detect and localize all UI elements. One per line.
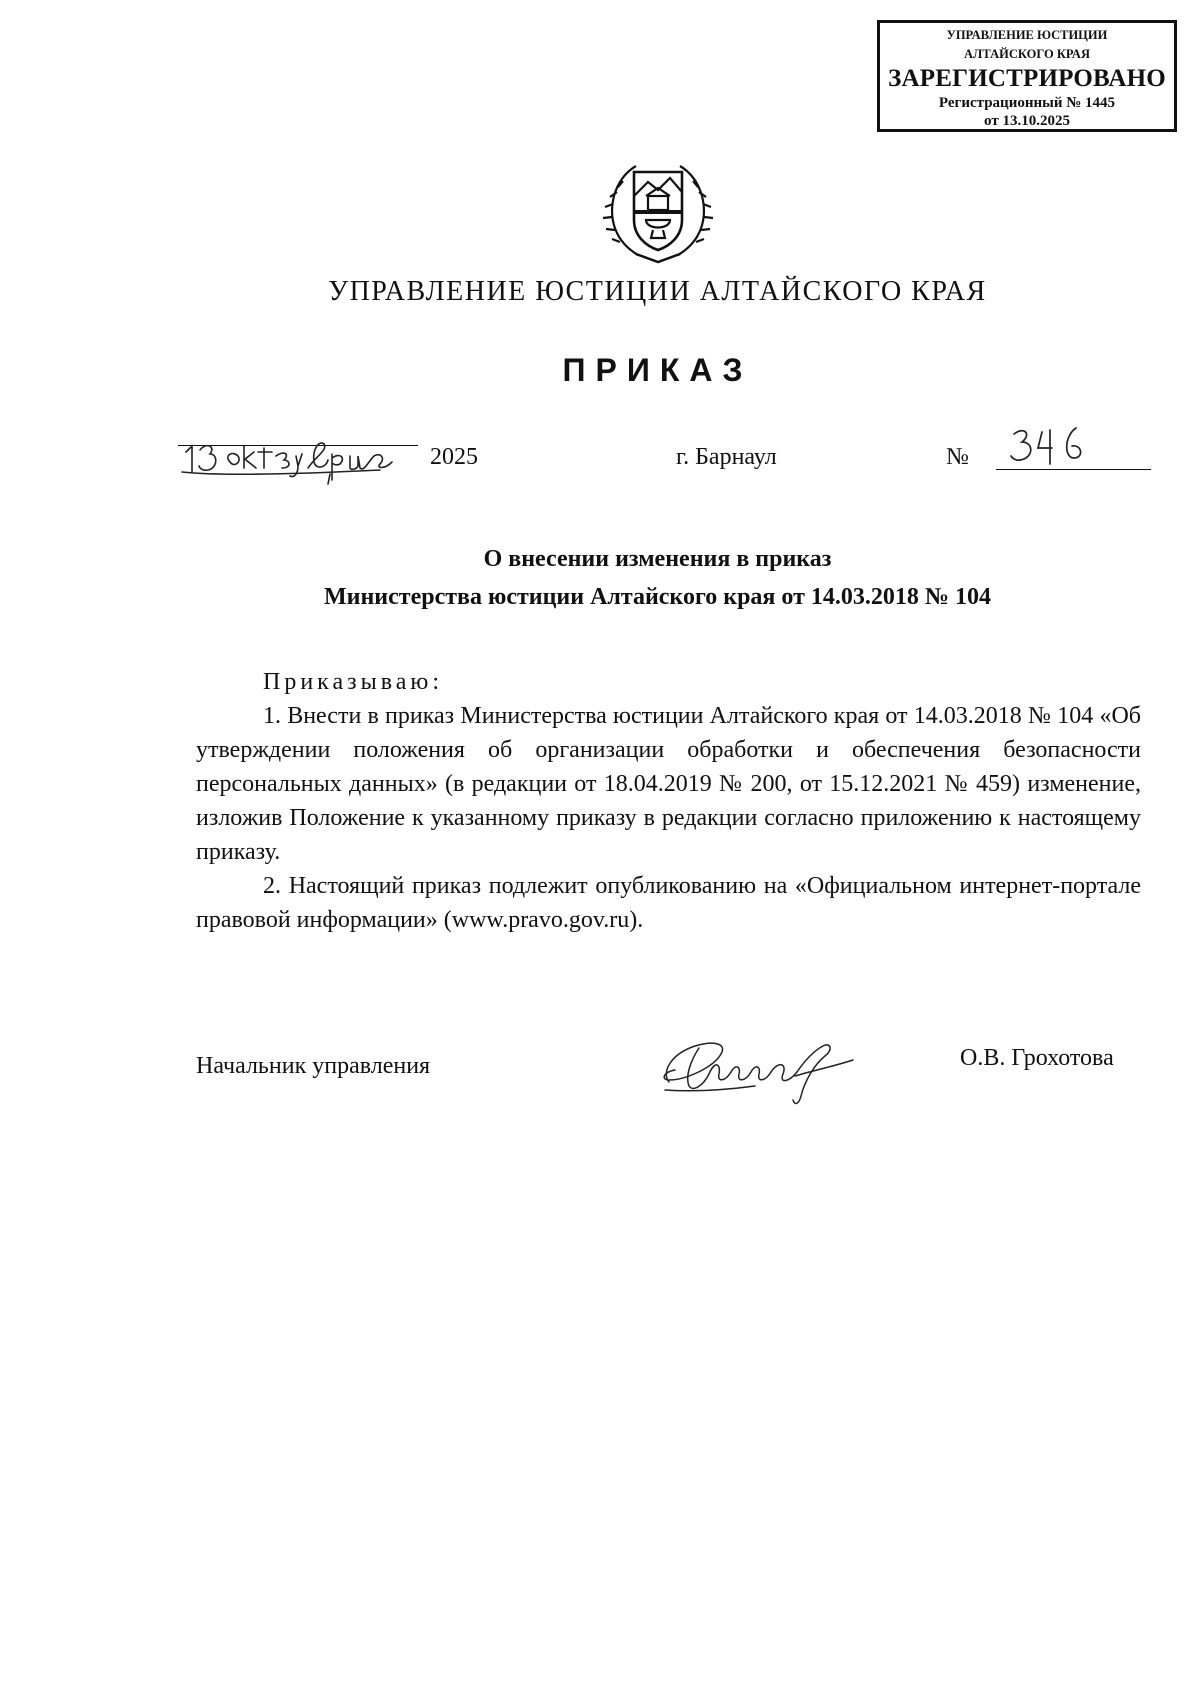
document-heading — [0, 540, 1200, 616]
organization-title: УПРАВЛЕНИЕ ЮСТИЦИИ АЛТАЙСКОГО КРАЯ — [328, 276, 987, 307]
handwritten-date — [180, 432, 418, 486]
body-item-2: 2. Настоящий приказ подлежит опубликованию на «Официальном интернет-портале правовой информации» (www.pravo.gov.ru). — [196, 873, 1141, 933]
heading-line1: О внесении изменения в приказ — [483, 546, 832, 572]
stamp-date: от 13.10.2025 — [984, 113, 1070, 129]
stamp-registration-number: Регистрационный № 1445 — [938, 95, 1116, 111]
handwritten-number — [1006, 424, 1106, 474]
registration-stamp — [877, 20, 1177, 132]
document-type-title: ПРИКАЗ — [562, 352, 753, 388]
signer-position: Начальник управления — [196, 1053, 431, 1079]
document-city: г. Барнаул — [676, 444, 777, 470]
signer-name: О.В. Грохотова — [960, 1045, 1114, 1071]
heading-line2: Министерства юстиции Алтайского края от 14.03.2018 № 104 — [324, 584, 991, 610]
stamp-status: ЗАРЕГИСТРИРОВАНО — [888, 65, 1166, 92]
body-item-1: 1. Внести в приказ Министерства юстиции Алтайского края от 14.03.2018 № 104 «Об утверждении положения об организации обработки и обеспечения безопасности персональных данных» (в редакции от 18.04.2019 № 200, от 15.12.2021 № 459) изменение, изложив Положение к указанному приказу в редакции согласно приложению к настоящему приказу. — [196, 703, 1141, 865]
body-intro: Приказываю: — [263, 669, 443, 695]
document-body — [196, 665, 1141, 937]
stamp-organization-line1: УПРАВЛЕНИЕ ЮСТИЦИИ — [946, 28, 1108, 42]
document-year: 2025 — [430, 444, 478, 470]
handwritten-signature — [655, 1020, 875, 1110]
number-sign: № — [946, 444, 969, 470]
coat-of-arms-icon — [598, 150, 718, 270]
stamp-organization-line2: АЛТАЙСКОГО КРАЯ — [964, 47, 1090, 61]
